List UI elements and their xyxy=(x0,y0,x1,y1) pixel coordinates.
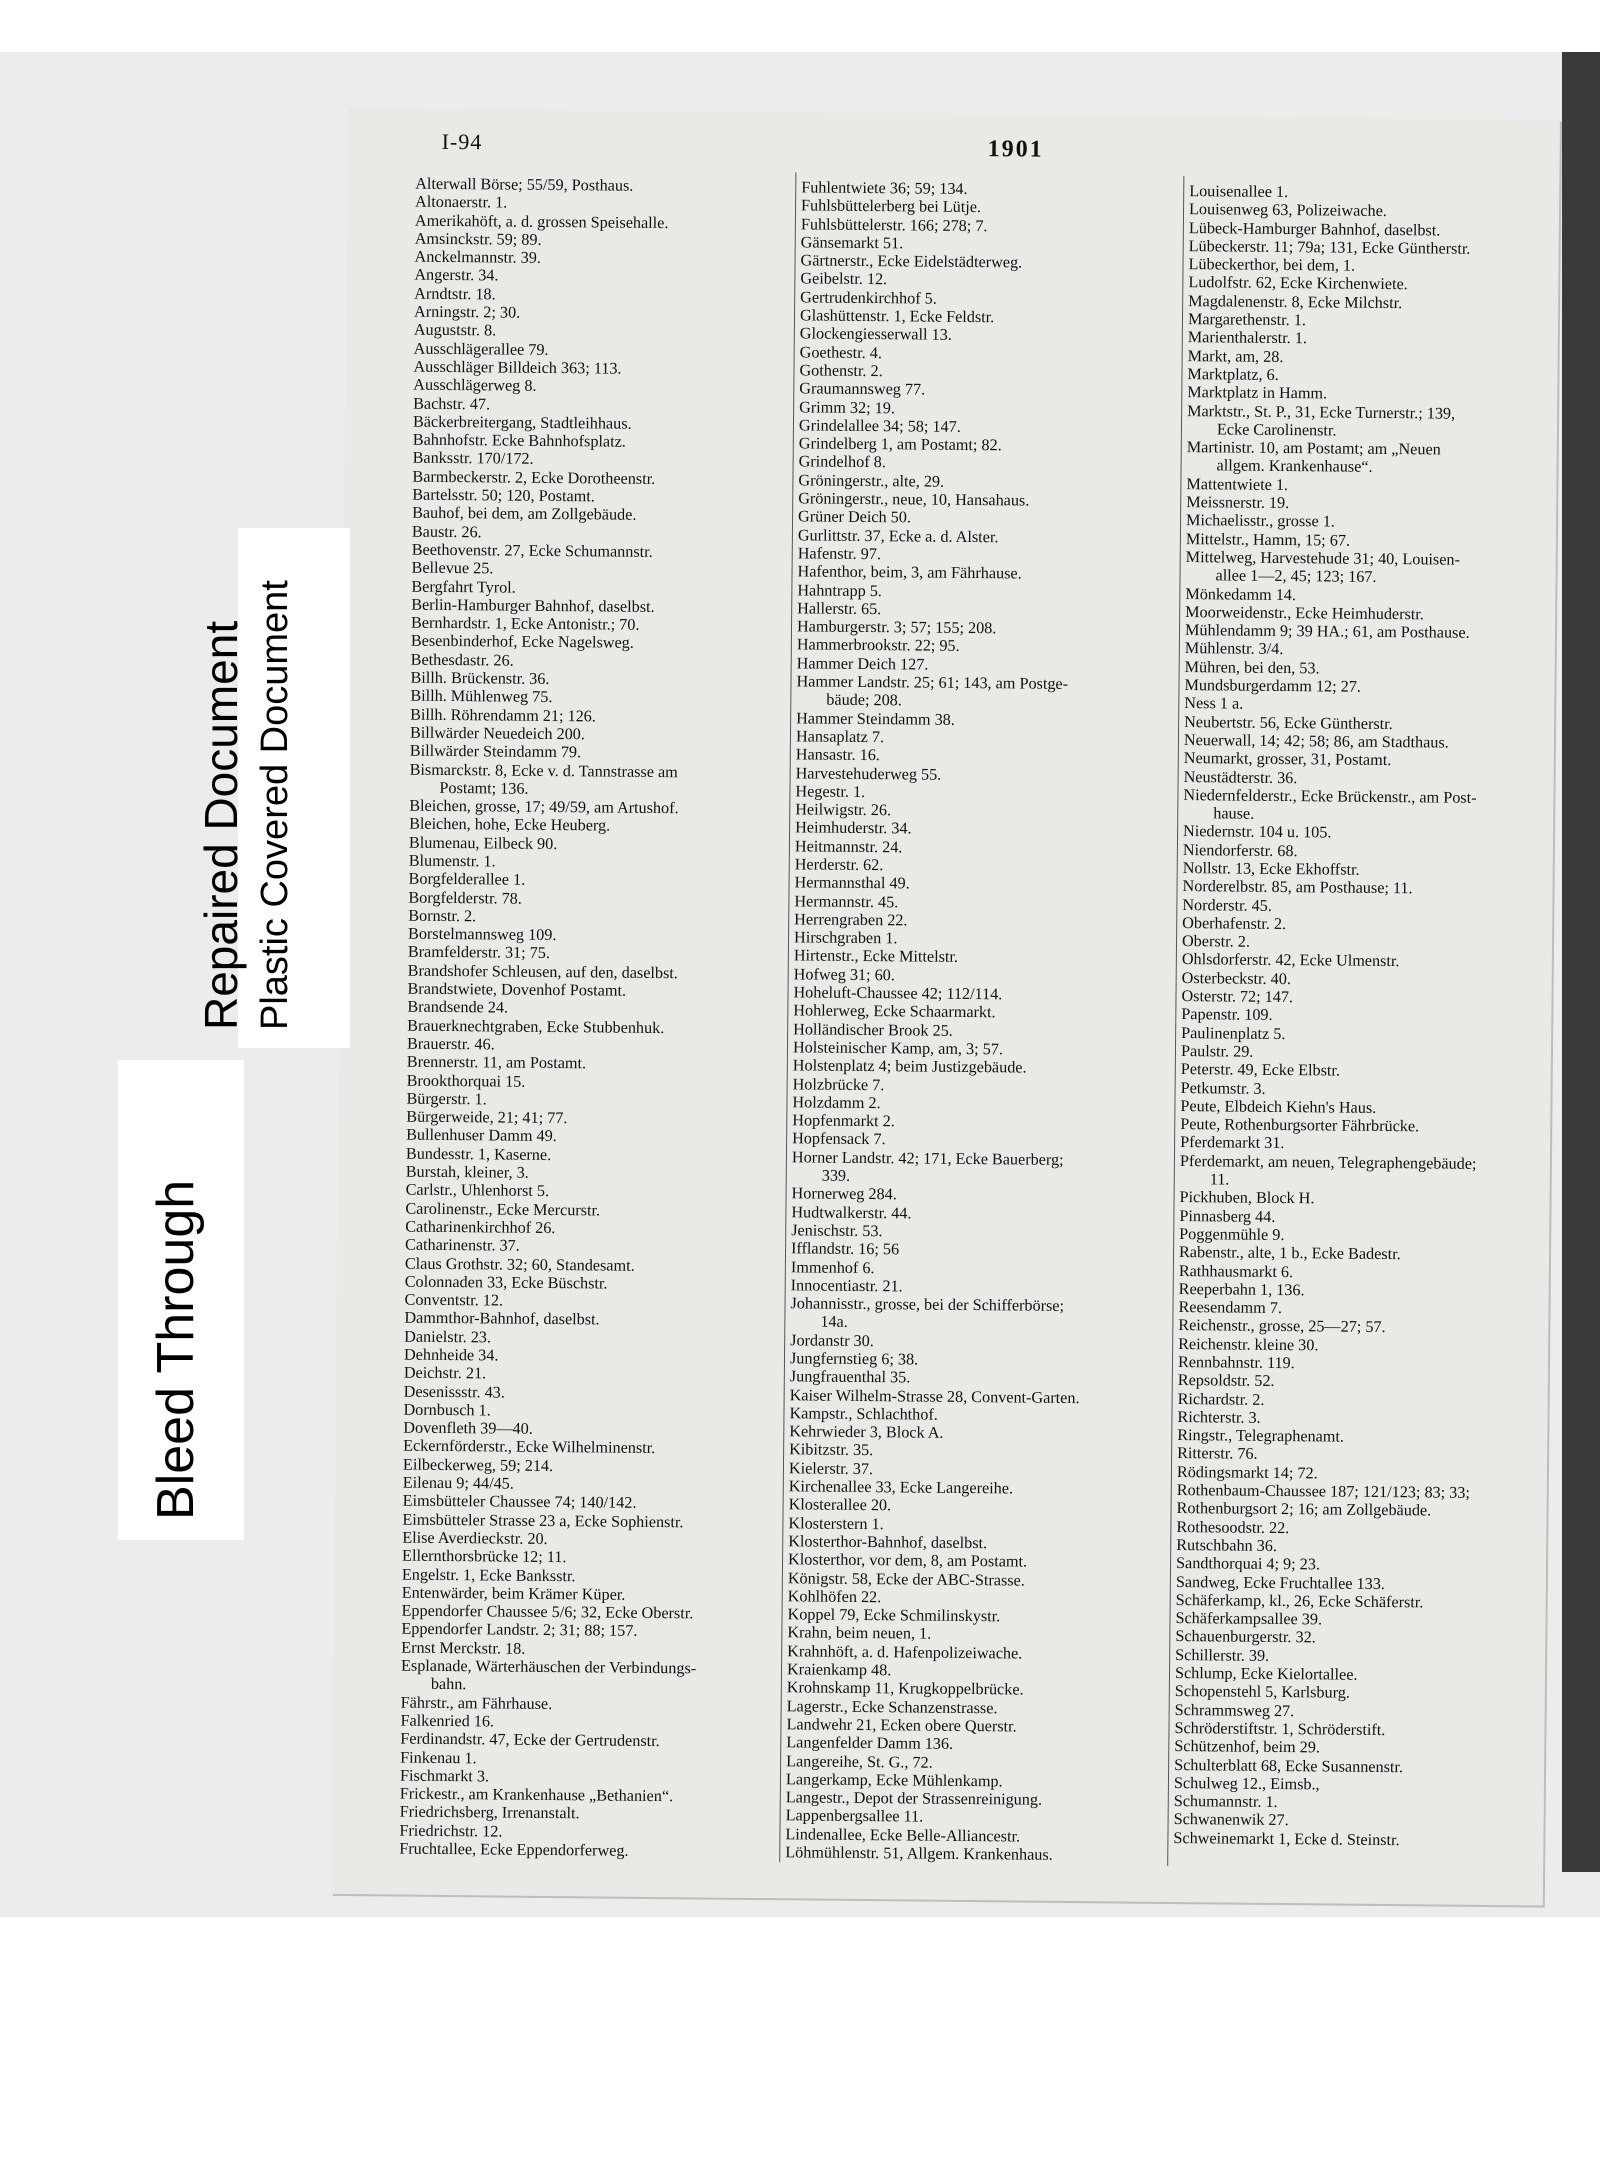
directory-entry: Magdalenenstr. 8, Ecke Milchstr. xyxy=(1188,291,1403,312)
directory-entry: Ferdinandstr. 47, Ecke der Gertrudenstr. xyxy=(400,1729,660,1751)
directory-entry: Goethestr. 4. xyxy=(799,343,883,362)
directory-entry: Blumenstr. 1. xyxy=(408,851,496,871)
directory-entry: Altonaerstr. 1. xyxy=(415,192,508,212)
column-right xyxy=(1173,182,1569,1851)
directory-entry: Brauerknechtgraben, Ecke Stubbenhuk. xyxy=(407,1016,665,1037)
directory-entry: Finkenau 1. xyxy=(400,1748,477,1767)
directory-entry: Amsinckstr. 59; 89. xyxy=(414,229,542,249)
directory-entry: Eimsbütteler Strasse 23 a, Ecke Sophienstr. xyxy=(402,1510,684,1531)
directory-entry: Holzbrücke 7. xyxy=(792,1074,885,1094)
directory-entry: Hoheluft-Chaussee 42; 112/114. xyxy=(793,983,1003,1004)
directory-entry: Innocentiastr. 21. xyxy=(790,1276,903,1296)
directory-entry: Nollstr. 13, Ecke Ekhoffstr. xyxy=(1182,859,1360,879)
directory-entry: Bramfelderstr. 31; 75. xyxy=(407,943,551,963)
directory-entry: Gothenstr. 2. xyxy=(799,361,883,381)
directory-entry: Blumenau, Eilbeck 90. xyxy=(408,833,558,853)
directory-entry: Deichstr. 21. xyxy=(403,1363,487,1383)
directory-entry: Bellevue 25. xyxy=(411,558,494,578)
directory-entry: Jungfernstieg 6; 38. xyxy=(789,1349,919,1369)
directory-entry: Meissnerstr. 19. xyxy=(1186,493,1290,513)
directory-entry: Hammerbrookstr. 22; 95. xyxy=(796,635,960,656)
directory-entry: Frickestr., am Krankenhause „Bethanien“. xyxy=(399,1784,674,1806)
directory-entry: Berlin-Hamburger Bahnhof, daselbst. xyxy=(411,595,655,616)
directory-entry: Hamburgerstr. 3; 57; 155; 208. xyxy=(796,617,997,638)
directory-entry: Baustr. 26. xyxy=(411,522,482,541)
directory-entry: Carolinenstr., Ecke Mercurstr. xyxy=(405,1199,601,1220)
directory-entry: Gertrudenkirchhof 5. xyxy=(800,288,937,308)
directory-entry: Glockengiesserwall 13. xyxy=(799,324,952,345)
directory-entry: Mittelweg, Harvestehude 31; 40, Louisen- xyxy=(1185,548,1461,569)
directory-entry: Schröderstiftstr. 1, Schröderstift. xyxy=(1174,1718,1386,1739)
directory-entry: Repsoldstr. 52. xyxy=(1177,1371,1275,1391)
directory-entry: Falkenried 16. xyxy=(400,1711,495,1731)
directory-entry: Ludolfstr. 62, Ecke Kirchenwiete. xyxy=(1188,273,1408,294)
directory-entry: Lagerstr., Ecke Schanzenstrasse. xyxy=(786,1696,998,1717)
directory-entry: Brennerstr. 11, am Postamt. xyxy=(406,1052,587,1073)
directory-entry: Langestr., Depot der Strassenreinigung. xyxy=(785,1788,1043,1809)
directory-entry: Neuerwall, 14; 42; 58; 86, am Stadthaus. xyxy=(1183,730,1449,752)
directory-entry: Gröningerstr., neue, 10, Hansahaus. xyxy=(798,489,1030,510)
directory-entry: Bullenhuser Damm 49. xyxy=(406,1126,557,1146)
directory-entry: Ecke Carolinenstr. xyxy=(1216,420,1337,440)
directory-entry: Rutschbahn 36. xyxy=(1176,1535,1278,1555)
directory-entry: Heilwigstr. 26. xyxy=(795,800,892,820)
directory-entry: Harvestehuderweg 55. xyxy=(795,763,942,784)
directory-entry: bahn. xyxy=(430,1675,467,1694)
directory-entry: Richterstr. 3. xyxy=(1177,1407,1261,1427)
directory-entry: Hegestr. 1. xyxy=(795,782,866,801)
page-number: I-94 xyxy=(441,128,483,155)
page-header xyxy=(442,129,1500,169)
directory-entry: Lindenallee, Ecke Belle-Alliancestr. xyxy=(785,1824,1021,1846)
directory-entry: Fischmarkt 3. xyxy=(399,1766,490,1786)
directory-entry: Hahntrapp 5. xyxy=(797,580,882,600)
directory-entry: Brandsende 24. xyxy=(407,997,509,1017)
directory-entry: Schrammsweg 27. xyxy=(1174,1700,1295,1720)
directory-entry: Holsteinischer Kamp, am, 3; 57. xyxy=(792,1038,1004,1059)
directory-entry: Esplanade, Wärterhäuschen der Verbindungs- xyxy=(400,1656,697,1678)
directory-entry: Bleichen, hohe, Ecke Heuberg. xyxy=(409,815,611,835)
directory-entry: Margarethenstr. 1. xyxy=(1187,310,1307,330)
directory-entry: Borgfelderallee 1. xyxy=(408,869,526,890)
directory-entry: hause. xyxy=(1213,804,1255,823)
directory-entry: Fuhlsbüttelerstr. 166; 278; 7. xyxy=(800,214,988,235)
directory-entry: Ausschlägerweg 8. xyxy=(413,375,537,396)
directory-entry: Poggenmühle 9. xyxy=(1179,1224,1285,1244)
directory-entry: Rathhausmarkt 6. xyxy=(1178,1261,1294,1281)
directory-entry: Mönkedamm 14. xyxy=(1185,584,1297,604)
directory-entry: Jenischstr. 53. xyxy=(791,1221,883,1241)
directory-entry: Hermannsthal 49. xyxy=(794,873,910,893)
directory-entry: Fuhlentwiete 36; 59; 134. xyxy=(801,178,968,198)
directory-entry: Papenstr. 109. xyxy=(1181,1005,1273,1025)
directory-entry: Louisenallee 1. xyxy=(1189,182,1289,202)
directory-entry: Engelstr. 1, Ecke Banksstr. xyxy=(401,1565,576,1585)
directory-entry: Mundsburgerdamm 12; 27. xyxy=(1184,676,1361,696)
directory-entry: Bergfahrt Tyrol. xyxy=(411,577,516,597)
directory-entry: Marktstr., St. P., 31, Ecke Turnerstr.; 139, xyxy=(1187,401,1456,423)
directory-entry: Billwärder Steindamm 79. xyxy=(409,741,582,762)
directory-entry: 339. xyxy=(821,1166,851,1185)
directory-entry: Gärtnerstr., Ecke Eidelstädterweg. xyxy=(800,251,1023,272)
directory-entry: Billh. Mühlenweg 75. xyxy=(410,686,553,707)
directory-entry: Schäferkamp, kl., 26, Ecke Schäferstr. xyxy=(1175,1590,1424,1612)
directory-entry: Catharinenkirchhof 26. xyxy=(405,1217,556,1237)
label-plastic-covered-document: Plastic Covered Document xyxy=(254,580,296,1030)
directory-entry: Amerikahöft, a. d. grossen Speisehalle. xyxy=(414,211,669,232)
directory-entry: Hammer Deich 127. xyxy=(796,654,929,674)
directory-entry: Pinnasberg 44. xyxy=(1179,1206,1276,1226)
directory-entry: Pferdemarkt, am neuen, Telegraphengebäude; xyxy=(1179,1151,1477,1173)
directory-entry: Bundesstr. 1, Kaserne. xyxy=(405,1144,552,1164)
directory-entry: Glashüttenstr. 1, Ecke Feldstr. xyxy=(799,306,995,327)
directory-entry: Eimsbütteler Chaussee 74; 140/142. xyxy=(402,1491,637,1513)
directory-entry: Hafenstr. 97. xyxy=(797,544,882,564)
directory-entry: Osterstr. 72; 147. xyxy=(1181,987,1294,1007)
directory-entry: Hammer Steindamm 38. xyxy=(796,708,955,729)
directory-entry: Fruchtallee, Ecke Eppendorferweg. xyxy=(399,1839,629,1860)
directory-entry: Klosterallee 20. xyxy=(788,1495,892,1515)
directory-entry: Hofweg 31; 60. xyxy=(793,965,895,985)
directory-entry: Paulinenplatz 5. xyxy=(1181,1023,1286,1043)
directory-entry: Markt, am, 28. xyxy=(1187,346,1284,366)
directory-entry: Ringstr., Telegraphenamt. xyxy=(1177,1426,1345,1446)
directory-entry: Dovenfleth 39—40. xyxy=(403,1418,533,1439)
directory-entry: Langenfelder Damm 136. xyxy=(786,1733,954,1754)
directory-entry: Dehnheide 34. xyxy=(403,1345,499,1365)
directory-entry: Schlump, Ecke Kielortallee. xyxy=(1174,1664,1358,1684)
directory-entry: Johannisstr., grosse, bei der Schifferbörse; xyxy=(790,1294,1065,1316)
directory-entry: Koppel 79, Ecke Schmilinskystr. xyxy=(787,1605,1001,1626)
directory-entry: Klosterthor, vor dem, 8, am Postamt. xyxy=(788,1550,1028,1571)
directory-entry: Hopfenmarkt 2. xyxy=(792,1111,895,1131)
directory-entry: 14a. xyxy=(820,1312,848,1332)
directory-entry: Barmbeckerstr. 2, Ecke Dorotheenstr. xyxy=(412,467,656,488)
directory-entry: Mühren, bei den, 53. xyxy=(1184,657,1320,678)
directory-entry: Kielerstr. 37. xyxy=(788,1459,874,1478)
directory-entry: Oberstr. 2. xyxy=(1181,932,1251,951)
directory-entry: Paulstr. 29. xyxy=(1180,1041,1254,1061)
directory-entry: Billh. Röhrendamm 21; 126. xyxy=(410,705,596,726)
directory-entry: Dammthor-Bahnhof, daselbst. xyxy=(404,1309,600,1329)
directory-entry: Rabenstr., alte, 1 b., Ecke Badestr. xyxy=(1178,1243,1401,1264)
directory-entry: Marktplatz, 6. xyxy=(1187,365,1279,384)
directory-entry: Mühlendamm 9; 39 HA.; 61, am Posthause. xyxy=(1184,621,1470,642)
directory-entry: Löhmühlenstr. 51, Allgem. Krankenhaus. xyxy=(785,1843,1053,1864)
directory-entry: Bismarckstr. 8, Ecke v. d. Tannstrasse am xyxy=(409,760,678,781)
directory-entry: Arningstr. 2; 30. xyxy=(413,302,521,322)
directory-entry: Hammer Landstr. 25; 61; 143, am Postge- xyxy=(796,672,1069,693)
directory-entry: Eckernförderstr., Ecke Wilhelminenstr. xyxy=(403,1437,656,1458)
directory-entry: Grüner Deich 50. xyxy=(798,507,912,527)
directory-entry: Schwanenwik 27. xyxy=(1173,1810,1289,1830)
directory-entry: Rennbahnstr. 119. xyxy=(1177,1353,1295,1373)
directory-entry: Anckelmannstr. 39. xyxy=(414,247,541,268)
directory-entry: Hallerstr. 65. xyxy=(797,599,882,618)
directory-entry: Peterstr. 49, Ecke Elbstr. xyxy=(1180,1060,1341,1080)
directory-entry: Burstah, kleiner, 3. xyxy=(405,1162,529,1182)
directory-entry: Schäferkampsallee 39. xyxy=(1175,1609,1323,1629)
directory-entry: Bornstr. 2. xyxy=(408,906,477,926)
directory-entry: Postamt; 136. xyxy=(439,778,529,798)
directory-entry: Louisenweg 63, Polizeiwache. xyxy=(1188,200,1387,221)
directory-entry: Martinistr. 10, am Postamt; am „Neuen xyxy=(1186,438,1441,459)
directory-entry: Eppendorfer Landstr. 2; 31; 88; 157. xyxy=(401,1620,638,1641)
directory-entry: Holstenplatz 4; beim Justizgebäude. xyxy=(792,1056,1027,1077)
directory-entry: Rothesoodstr. 22. xyxy=(1176,1517,1290,1537)
directory-entry: Ernst Merckstr. 18. xyxy=(401,1638,526,1658)
directory-entry: Grindelallee 34; 58; 147. xyxy=(798,416,961,436)
directory-entry: Schulterblatt 68, Ecke Susannenstr. xyxy=(1174,1755,1404,1776)
directory-entry: allgem. Krankenhause“. xyxy=(1216,456,1373,477)
directory-entry: Bürgerstr. 1. xyxy=(406,1089,487,1109)
directory-entry: Bleichen, grosse, 17; 49/59, am Artushof. xyxy=(409,796,679,818)
directory-entry: Hafenthor, beim, 3, am Fährhause. xyxy=(797,562,1022,583)
directory-entry: Elise Averdieckstr. 20. xyxy=(402,1528,548,1548)
directory-entry: Marienthalerstr. 1. xyxy=(1187,328,1308,348)
directory-entry: Grindelhof 8. xyxy=(798,452,886,472)
directory-entry: Hornerweg 284. xyxy=(791,1184,897,1204)
directory-entry: Rothenbaum-Chaussee 187; 121/123; 83; 33; xyxy=(1176,1481,1471,1502)
directory-entry: Bethesdastr. 26. xyxy=(410,650,514,670)
directory-entry: Grindelberg 1, am Postamt; 82. xyxy=(798,434,1002,455)
directory-entry: Norderstr. 45. xyxy=(1182,895,1272,915)
directory-entry: Grimm 32; 19. xyxy=(799,397,896,417)
directory-entry: Rothenburgsort 2; 16; am Zollgebäude. xyxy=(1176,1499,1432,1520)
directory-entry: Heitmannstr. 24. xyxy=(794,837,903,857)
directory-entry: Hohlerweg, Ecke Schaarmarkt. xyxy=(793,1001,996,1022)
directory-entry: Bahnhofstr. Ecke Bahnhofsplatz. xyxy=(412,430,626,451)
directory-entry: Borstelmannsweg 109. xyxy=(407,924,557,945)
directory-entry: Banksstr. 170/172. xyxy=(412,449,534,469)
directory-entry: Brandstwiete, Dovenhof Postamt. xyxy=(407,979,627,1000)
directory-entry: Lübeckerstr. 11; 79a; 131, Ecke Güntherstr. xyxy=(1188,236,1471,258)
label-repaired-document: Repaired Document xyxy=(195,620,247,1030)
directory-entry: Kehrwieder 3, Block A. xyxy=(789,1422,944,1442)
directory-entry: Reesendamm 7. xyxy=(1178,1298,1283,1318)
directory-entry: Kaiser Wilhelm-Strasse 28, Convent-Garten. xyxy=(789,1385,1080,1407)
directory-entry: Hansastr. 16. xyxy=(795,745,880,765)
directory-entry: Horner Landstr. 42; 171, Ecke Bauerberg; xyxy=(791,1148,1064,1169)
directory-entry: Kraienkamp 48. xyxy=(786,1660,892,1680)
directory-entry: Eppendorfer Chaussee 5/6; 32, Ecke Oberstr. xyxy=(401,1601,694,1623)
directory-entry: Reichenstr. kleine 30. xyxy=(1178,1334,1319,1355)
directory-entry: Bachstr. 47. xyxy=(413,394,491,413)
directory-entry: Ausschlägerallee 79. xyxy=(413,339,549,359)
directory-entry: Hirtenstr., Ecke Mittelstr. xyxy=(793,946,959,967)
directory-entry: Klosterstern 1. xyxy=(788,1513,884,1533)
directory-entry: Brandshofer Schleusen, auf den, daselbst. xyxy=(407,961,678,982)
directory-entry: Borgfelderstr. 78. xyxy=(408,888,522,908)
directory-entry: Schumannstr. 1. xyxy=(1173,1792,1278,1812)
directory-entry: bäude; 208. xyxy=(826,690,902,710)
directory-entry: Gröningerstr., alte, 29. xyxy=(798,471,945,491)
directory-entry: Entenwärder, beim Krämer Küper. xyxy=(401,1583,626,1604)
directory-entry: Heimhuderstr. 34. xyxy=(795,818,912,838)
directory-entry: Klosterthor-Bahnhof, daselbst. xyxy=(788,1532,988,1553)
directory-entry: Billwärder Neuedeich 200. xyxy=(409,723,585,744)
column-left xyxy=(399,175,795,1862)
directory-entry: Peute, Elbdeich Kiehn's Haus. xyxy=(1180,1096,1377,1117)
directory-entry: Ritterstr. 76. xyxy=(1177,1444,1258,1464)
directory-entry: Neubertstr. 56, Ecke Güntherstr. xyxy=(1184,712,1393,733)
directory-entry: Sandweg, Ecke Fruchtallee 133. xyxy=(1175,1572,1386,1593)
directory-entry: Friedrichsberg, Irrenanstalt. xyxy=(399,1802,580,1823)
directory-entry: Neustädterstr. 36. xyxy=(1183,767,1298,787)
directory-entry: Landwehr 21, Ecken obere Querstr. xyxy=(786,1715,1017,1736)
directory-entry: Gurlittstr. 37, Ecke a. d. Alster. xyxy=(797,525,999,546)
directory-entry: Alterwall Börse; 55/59, Posthaus. xyxy=(415,174,634,195)
directory-entry: Reeperbahn 1, 136. xyxy=(1178,1279,1305,1300)
directory-entry: Dornbusch 1. xyxy=(403,1400,491,1420)
document-page xyxy=(331,108,1560,1906)
directory-entry: Schopenstehl 5, Karlsburg. xyxy=(1174,1682,1350,1703)
directory-entry: Hansaplatz 7. xyxy=(795,727,885,747)
directory-entry: Carlstr., Uhlenhorst 5. xyxy=(405,1180,550,1201)
directory-entry: Immenhof 6. xyxy=(790,1257,875,1277)
directory-entry: Pferdemarkt 31. xyxy=(1180,1133,1285,1153)
directory-entry: Herderstr. 62. xyxy=(794,855,884,875)
directory-entry: Ifflandstr. 16; 56 xyxy=(790,1239,900,1259)
directory-entry: Hudtwalkerstr. 44. xyxy=(791,1202,912,1223)
directory-entry: Neumarkt, grosser, 31, Postamt. xyxy=(1183,749,1392,770)
directory-entry: Schulweg 12., Eimsb., xyxy=(1173,1773,1320,1794)
directory-entry: Eilenau 9; 44/45. xyxy=(402,1473,514,1493)
directory-entry: Desenissstr. 43. xyxy=(403,1382,505,1402)
directory-entry: Petkumstr. 3. xyxy=(1180,1078,1266,1098)
directory-entry: Friedrichstr. 12. xyxy=(399,1821,503,1841)
directory-entry: allee 1—2, 45; 123; 167. xyxy=(1215,566,1377,587)
page-year: 1901 xyxy=(987,136,1044,163)
directory-entry: Bartelsstr. 50; 120, Postamt. xyxy=(412,485,595,506)
directory-entry: Fährstr., am Fährhause. xyxy=(400,1693,553,1713)
directory-entry: Peute, Rothenburgsorter Fährbrücke. xyxy=(1180,1115,1420,1136)
directory-entry: Holzdamm 2. xyxy=(792,1093,881,1113)
directory-entry: Niedernfelderstr., Ecke Brückenstr., am Post- xyxy=(1183,785,1477,807)
directory-entry: Arndtstr. 18. xyxy=(414,284,496,304)
directory-entry: Niedernstr. 104 u. 105. xyxy=(1183,822,1332,842)
directory-entry: 11. xyxy=(1209,1170,1230,1189)
directory-entry: Bürgerweide, 21; 41; 77. xyxy=(406,1107,568,1128)
directory-entry: Schillerstr. 39. xyxy=(1175,1645,1270,1665)
directory-entry: Lübeckerthor, bei dem, 1. xyxy=(1188,255,1356,275)
directory-entry: Reichenstr., grosse, 25—27; 57. xyxy=(1178,1316,1386,1337)
directory-entry: Besenbinderhof, Ecke Nagelsweg. xyxy=(410,632,634,653)
directory-entry: Kirchenallee 33, Ecke Langereihe. xyxy=(788,1477,1014,1498)
directory-entry: Niendorferstr. 68. xyxy=(1182,840,1298,860)
directory-entry: Oberhafenstr. 2. xyxy=(1182,913,1287,933)
directory-entry: Osterbeckstr. 40. xyxy=(1181,968,1292,988)
directory-entry: Gänsemarkt 51. xyxy=(800,233,904,253)
directory-entry: Catharinenstr. 37. xyxy=(405,1235,520,1255)
directory-entry: Mattentwiete 1. xyxy=(1186,474,1289,494)
directory-entry: Graumannsweg 77. xyxy=(799,379,926,399)
directory-entry: Schweinemarkt 1, Ecke d. Steinstr. xyxy=(1173,1828,1400,1849)
directory-entry: Marktplatz in Hamm. xyxy=(1187,383,1328,403)
directory-entry: Angerstr. 34. xyxy=(414,266,499,285)
directory-entry: Jordanstr 30. xyxy=(790,1331,874,1350)
directory-entry: Beethovenstr. 27, Ecke Schumannstr. xyxy=(411,540,653,561)
directory-entry: Hopfensack 7. xyxy=(792,1129,886,1149)
directory-entry: Ness 1 a. xyxy=(1184,694,1244,713)
directory-entry: Krohnskamp 11, Krugkoppelbrücke. xyxy=(786,1678,1024,1699)
directory-entry: Lappenbergsallee 11. xyxy=(785,1806,924,1827)
directory-entry: Auguststr. 8. xyxy=(413,321,497,340)
directory-entry: Bäckerbreitergang, Stadtleihhaus. xyxy=(412,412,632,433)
directory-entry: Colonnaden 33, Ecke Büschstr. xyxy=(404,1272,608,1293)
directory-entry: Brauerstr. 46. xyxy=(406,1034,495,1054)
directory-entry: Michaelisstr., grosse 1. xyxy=(1185,511,1335,531)
directory-entry: Pickhuben, Block H. xyxy=(1179,1188,1315,1208)
directory-entry: Rödingsmarkt 14; 72. xyxy=(1176,1462,1318,1483)
label-bleed-through: Bleed Through xyxy=(147,1179,205,1520)
directory-entry: Kampstr., Schlachthof. xyxy=(789,1404,938,1424)
directory-entry: Holländischer Brook 25. xyxy=(793,1019,953,1040)
directory-entry: Krahn, beim neuen, 1. xyxy=(787,1623,932,1644)
directory-entry: Bauhof, bei dem, am Zollgebäude. xyxy=(412,503,637,525)
directory-entry: Fuhlsbüttelerberg bei Lütje. xyxy=(800,196,982,217)
directory-entry: Ellernthorsbrücke 12; 11. xyxy=(402,1546,567,1567)
directory-entry: Lübeck-Hamburger Bahnhof, daselbst. xyxy=(1188,218,1441,240)
directory-entry: Bernhardstr. 1, Ecke Antonistr.; 70. xyxy=(410,613,640,634)
directory-entry: Jungfrauenthal 35. xyxy=(789,1367,911,1387)
directory-entry: Richardstr. 2. xyxy=(1177,1389,1265,1409)
directory-entry: Königstr. 58, Ecke der ABC-Strasse. xyxy=(787,1568,1025,1590)
directory-entry: Ausschläger Billdeich 363; 113. xyxy=(413,357,622,378)
directory-entry: Schützenhof, beim 29. xyxy=(1174,1737,1321,1757)
directory-entry: Norderelbstr. 85, am Posthause; 11. xyxy=(1182,877,1413,898)
directory-entry: Geibelstr. 12. xyxy=(800,269,888,289)
column-middle xyxy=(785,178,1181,1865)
directory-entry: Hermannstr. 45. xyxy=(794,891,899,911)
directory-entry: Herrengraben 22. xyxy=(794,910,908,930)
directory-entry: Krahnhöft, a. d. Hafenpolizeiwache. xyxy=(787,1642,1023,1663)
directory-entry: Langerkamp, Ecke Mühlenkamp. xyxy=(785,1770,1003,1791)
directory-entry: Langereihe, St. G., 72. xyxy=(786,1751,933,1772)
directory-entry: Billh. Brückenstr. 36. xyxy=(410,668,550,688)
directory-entry: Schauenburgerstr. 32. xyxy=(1175,1627,1316,1647)
directory-entry: Moorweidenstr., Ecke Heimhuderstr. xyxy=(1185,602,1424,624)
directory-entry: Sandthorquai 4; 9; 23. xyxy=(1175,1554,1321,1574)
directory-entry: Danielstr. 23. xyxy=(404,1327,492,1347)
directory-entry: Mittelstr., Hamm, 15; 67. xyxy=(1185,529,1351,550)
directory-entry: Brookthorquai 15. xyxy=(406,1071,526,1091)
directory-entry: Claus Grothstr. 32; 60, Standesamt. xyxy=(404,1254,635,1275)
directory-entry: Eilbeckerweg, 59; 214. xyxy=(402,1455,554,1475)
directory-entry: Ohlsdorferstr. 42, Ecke Ulmenstr. xyxy=(1181,950,1400,971)
directory-entry: Conventstr. 12. xyxy=(404,1290,504,1310)
directory-entry: Kibitzstr. 35. xyxy=(789,1440,874,1460)
directory-entry: Hirschgraben 1. xyxy=(793,928,898,948)
directory-entry: Kohlhöfen 22. xyxy=(787,1587,882,1607)
directory-entry: Mühlenstr. 3/4. xyxy=(1184,639,1284,659)
